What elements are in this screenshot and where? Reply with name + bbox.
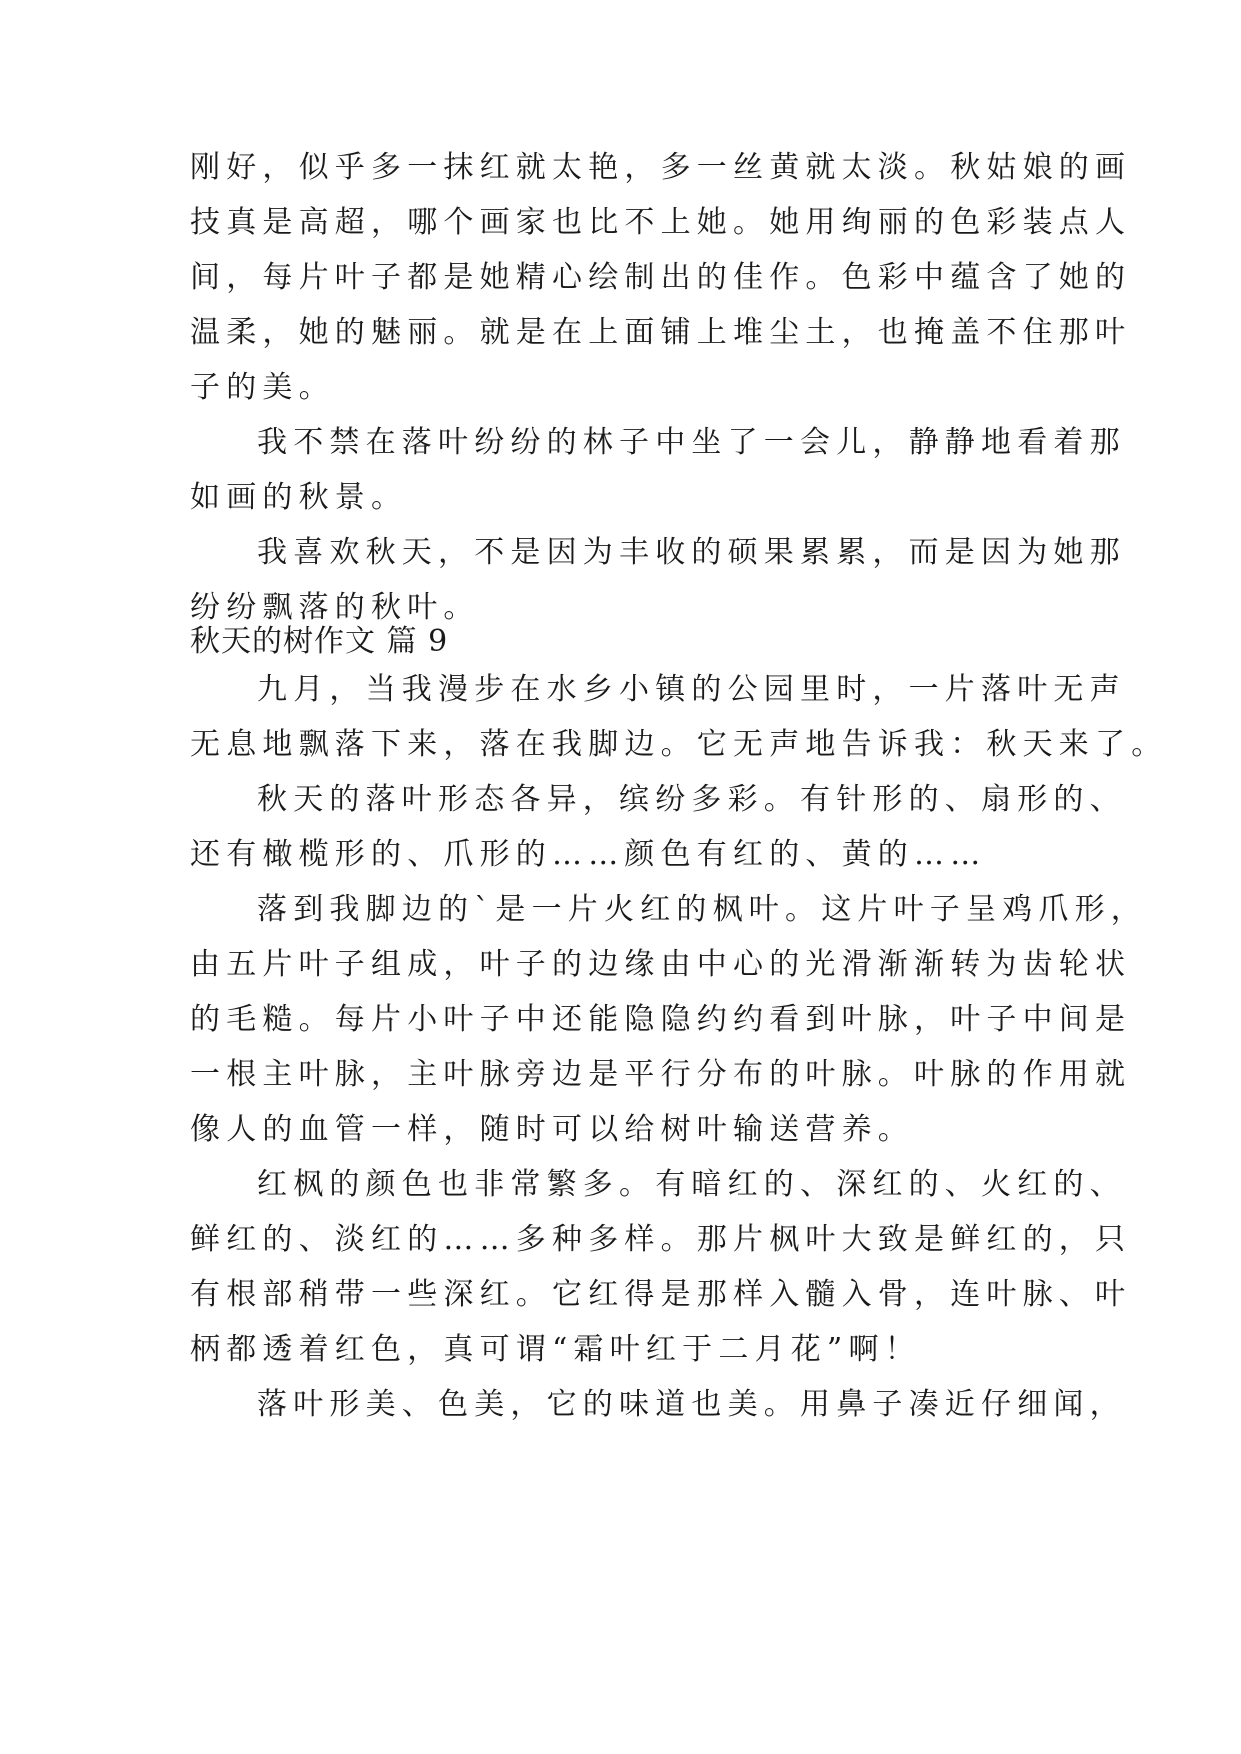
text-line: 由五片叶子组成，叶子的边缘由中心的光滑渐渐转为齿轮状: [190, 947, 1132, 982]
text-line: 如画的秋景。: [190, 480, 408, 515]
text-line: 的毛糙。每片小叶子中还能隐隐约约看到叶脉，叶子中间是: [190, 1002, 1132, 1037]
text-line: 无息地飘落下来，落在我脚边。它无声地告诉我：秋天来了。: [190, 727, 1168, 762]
text-line: 秋天的落叶形态各异，缤纷多彩。有针形的、扇形的、: [257, 782, 1126, 817]
text-line: 间，每片叶子都是她精心绘制出的佳作。色彩中蕴含了她的: [190, 260, 1132, 295]
text-line: 纷纷飘落的秋叶。: [190, 590, 480, 625]
text-line: 刚好，似乎多一抹红就太艳，多一丝黄就太淡。秋姑娘的画: [190, 150, 1132, 185]
text-line: 落叶形美、色美，它的味道也美。用鼻子凑近仔细闻，: [257, 1387, 1126, 1422]
text-line: 子的美。: [190, 370, 335, 405]
text-line: 鲜红的、淡红的……多种多样。那片枫叶大致是鲜红的，只: [190, 1222, 1132, 1257]
text-line: 有根部稍带一些深红。它红得是那样入髓入骨，连叶脉、叶: [190, 1277, 1132, 1312]
text-line: 我喜欢秋天，不是因为丰收的硕果累累，而是因为她那: [257, 535, 1126, 570]
text-line: 我不禁在落叶纷纷的林子中坐了一会儿，静静地看着那: [257, 425, 1126, 460]
text-line: 柄都透着红色，真可谓“霜叶红于二月花”啊！: [190, 1332, 921, 1367]
text-line: 像人的血管一样，随时可以给树叶输送营养。: [190, 1112, 914, 1147]
text-line: 红枫的颜色也非常繁多。有暗红的、深红的、火红的、: [257, 1167, 1126, 1202]
text-line: 技真是高超，哪个画家也比不上她。她用绚丽的色彩装点人: [190, 205, 1132, 240]
text-line: 九月，当我漫步在水乡小镇的公园里时，一片落叶无声: [257, 672, 1126, 707]
essay-heading: 秋天的树作文 篇 9: [190, 624, 449, 659]
text-line: 还有橄榄形的、爪形的……颜色有红的、黄的……: [190, 837, 987, 872]
text-line: 一根主叶脉，主叶脉旁边是平行分布的叶脉。叶脉的作用就: [190, 1057, 1132, 1092]
text-line: 落到我脚边的`是一片火红的枫叶。这片叶子呈鸡爪形，: [257, 892, 1147, 927]
text-line: 温柔，她的魅丽。就是在上面铺上堆尘土，也掩盖不住那叶: [190, 315, 1132, 350]
